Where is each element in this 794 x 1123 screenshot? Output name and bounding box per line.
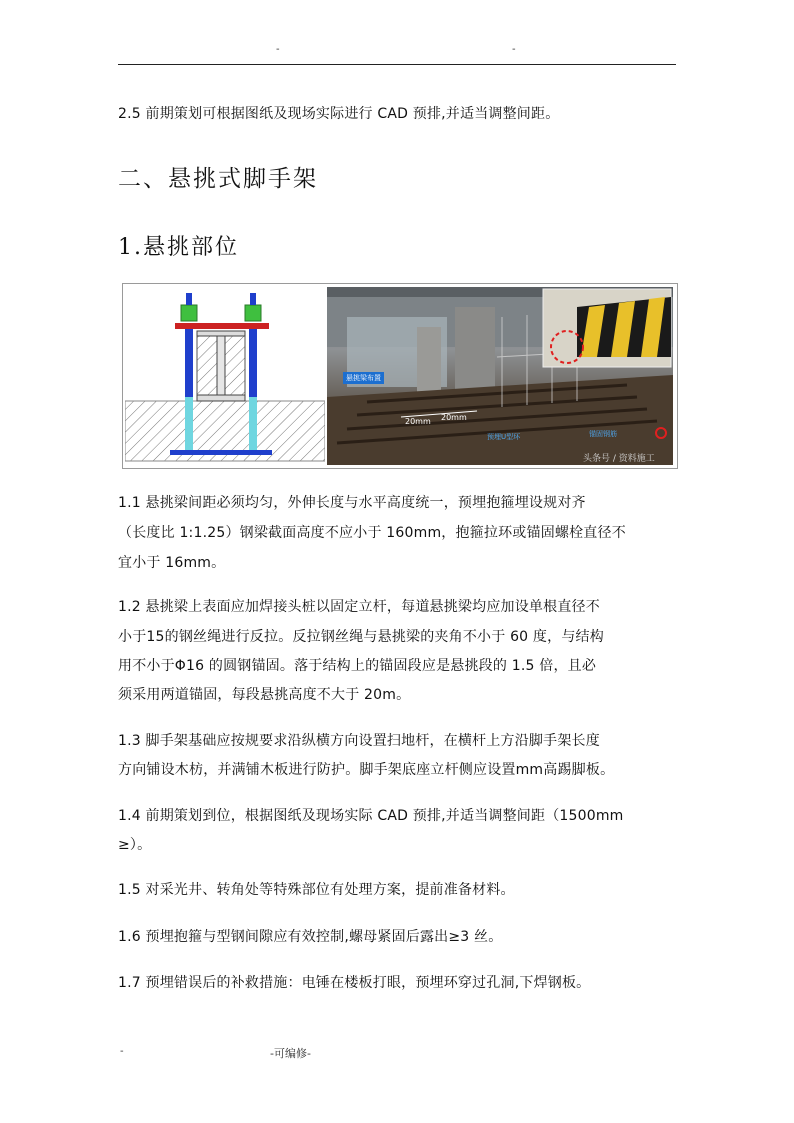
para-1-3-line-1: 1.3 脚手架基础应按规要求沿纵横方向设置扫地杆，在横杆上方沿脚手架长度 — [118, 733, 600, 749]
nut-left — [181, 305, 197, 321]
top-steel-plate — [175, 323, 269, 329]
u-bolt-left-embed — [185, 397, 193, 451]
para-1-3-line-2: 方向铺设木枋，并满铺木板进行防护。脚手架底座立杆侧应设置mm高踢脚板。 — [118, 762, 615, 778]
bolt-tip-left — [186, 293, 192, 305]
subsection-heading: 1.悬挑部位 — [118, 235, 239, 260]
i-beam-top-flange — [197, 331, 245, 336]
intro-line: 2.5 前期策划可根据图纸及现场实际进行 CAD 预排,并适当调整间距。 — [118, 106, 560, 122]
para-1-1-line-1: 1.1 悬挑梁间距必须均匀，外伸长度与水平高度统一，预埋抱箍埋设规对齐 — [118, 495, 586, 511]
para-1-5: 1.5 对采光井、转角处等特殊部位有处理方案，提前准备材料。 — [118, 882, 515, 898]
footer-left-mark: - — [120, 1046, 124, 1057]
para-1-6: 1.6 预埋抱箍与型钢间隙应有效控制,螺母紧固后露出≥3 丝。 — [118, 929, 503, 945]
i-beam-bottom-flange — [197, 395, 245, 401]
bottom-anchor-plate — [170, 450, 272, 455]
para-1-1-line-3: 宜小于 16mm。 — [118, 555, 226, 571]
para-1-2-line-3: 用不小于Φ16 的圆钢锚固。落于结构上的锚固段应是悬挑段的 1.5 倍，且必 — [118, 658, 597, 674]
photo-watermark: 头条号 / 资料施工 — [583, 454, 655, 464]
para-1-2-line-2: 小于15的钢丝绳进行反拉。反拉钢丝绳与悬挑梁的夹角不小于 60 度，与结构 — [118, 629, 604, 645]
footer-center-text: -可编修- — [270, 1047, 311, 1060]
para-1-4-line-1: 1.4 前期策划到位，根据图纸及现场实际 CAD 预排,并适当调整间距（1500mm — [118, 808, 624, 824]
para-1-2-line-4: 须采用两道锚固，每段悬挑高度不大于 20m。 — [118, 687, 411, 703]
u-bolt-left — [185, 329, 193, 397]
photo-label-spacing-left: 20mm — [405, 417, 431, 426]
header-left-mark: - — [276, 44, 280, 55]
u-bolt-right-embed — [249, 397, 257, 451]
i-beam-web — [217, 336, 225, 398]
header-right-mark: - — [512, 44, 516, 55]
u-bolt-right — [249, 329, 257, 397]
header-rule — [118, 64, 676, 65]
photo-label-u-ring: 预埋U型环 — [487, 433, 521, 441]
para-1-4-line-2: ≥）。 — [118, 837, 152, 853]
site-photo — [327, 287, 673, 465]
para-1-1-line-2: （长度比 1:1.25）钢梁截面高度不应小于 160mm，抱箍拉环或锚固螺栓直径不 — [118, 525, 626, 541]
para-1-2-line-1: 1.2 悬挑梁上表面应加焊接头桩以固定立杆，每道悬挑梁均应加设单根直径不 — [118, 599, 600, 615]
cantilever-figure — [122, 283, 678, 469]
photo-label-spacing-right: 20mm — [441, 413, 467, 422]
section-heading: 二、悬挑式脚手架 — [118, 166, 318, 192]
cantilever-diagram — [125, 285, 325, 467]
bolt-tip-right — [250, 293, 256, 305]
photo-label-anchor: 锚固钢筋 — [589, 430, 617, 438]
para-1-7: 1.7 预埋错误后的补救措施：电锤在楼板打眼，预埋环穿过孔洞,下焊钢板。 — [118, 975, 591, 991]
nut-right — [245, 305, 261, 321]
photo-label-beam-layout: 悬挑梁布置 — [343, 372, 384, 384]
